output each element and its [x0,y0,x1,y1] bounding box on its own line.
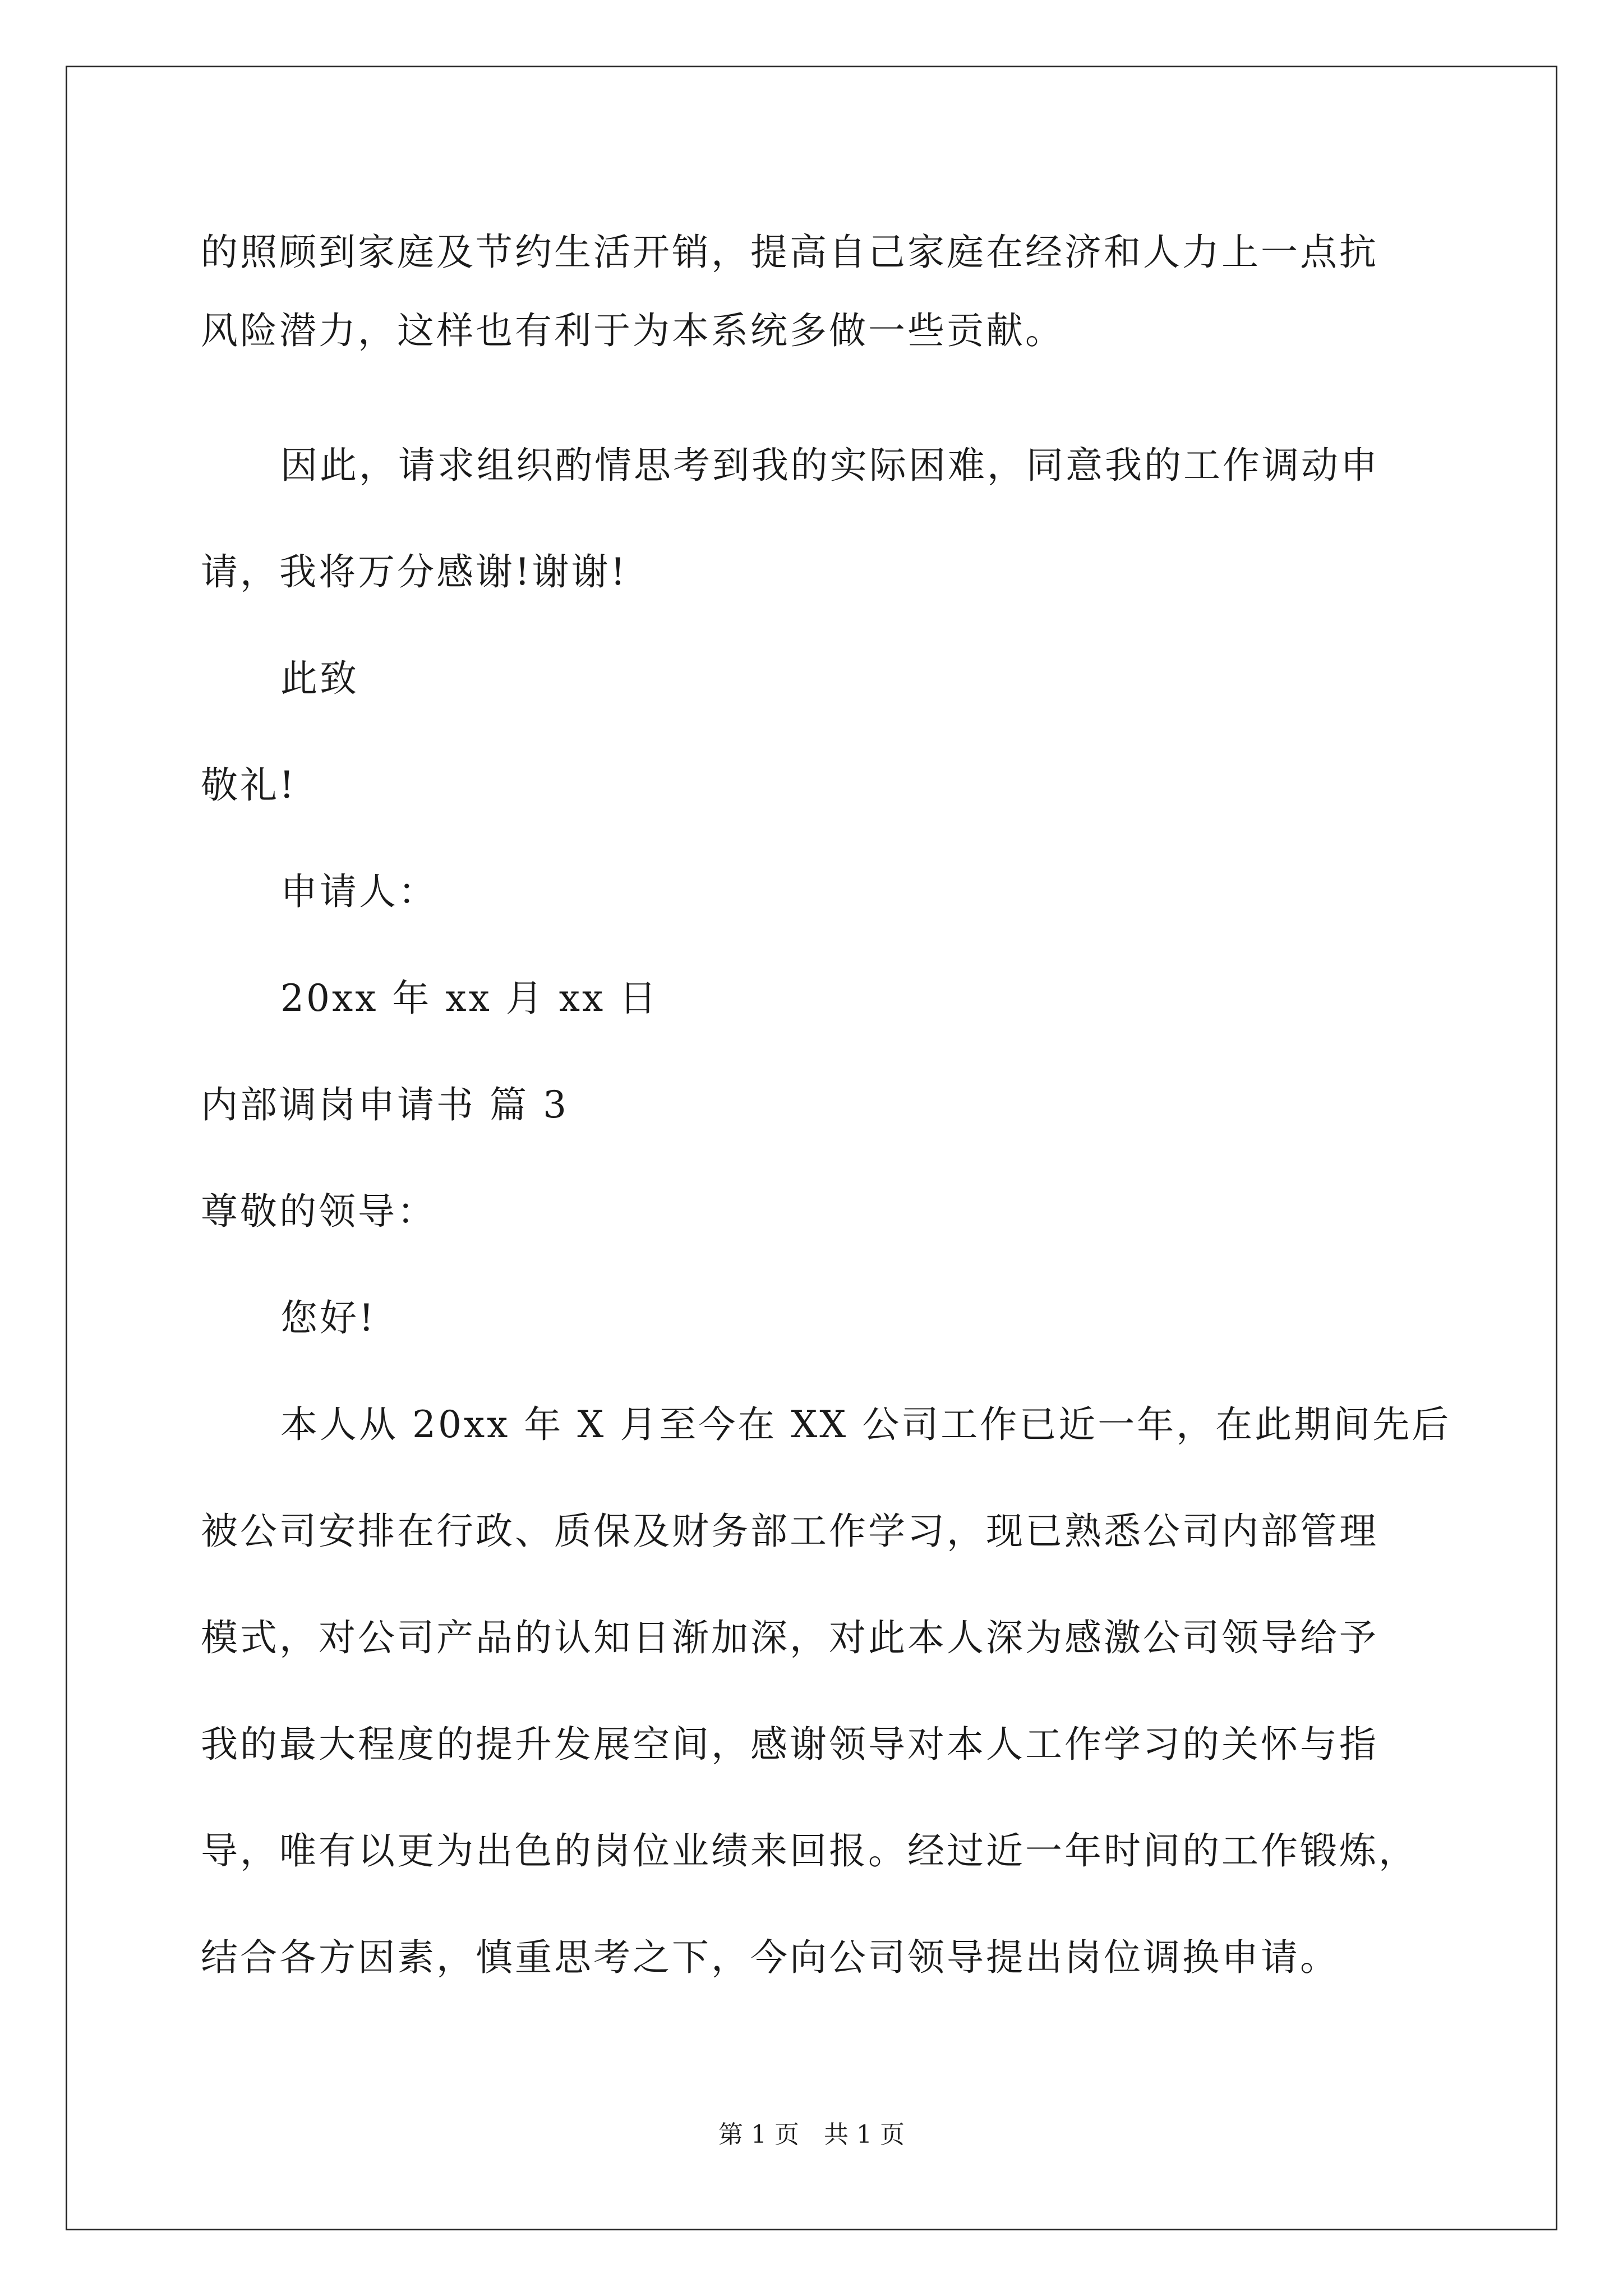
greeting: 您好! [280,1296,376,1340]
section-heading: 内部调岗申请书 篇 3 [201,1083,569,1126]
text-line: 风险潜力，这样也有利于为本系统多做一些贡献。 [201,309,1064,352]
text-line: 本人从 20xx 年 X 月至今在 XX 公司工作已近一年，在此期间先后 [280,1403,1451,1446]
text-line: 模式，对公司产品的认知日渐加深，对此本人深为感激公司领导给予 [201,1616,1378,1659]
text-line: 导，唯有以更为出色的岗位业绩来回报。经过近一年时间的工作锻炼， [201,1829,1418,1872]
text-line: 的照顾到家庭及节约生活开销，提高自己家庭在经济和人力上一点抗 [201,231,1378,274]
text-line: 此致 [280,657,359,700]
text-line: 被公司安排在行政、质保及财务部工作学习，现已熟悉公司内部管理 [201,1510,1378,1553]
date-line: 20xx 年 xx 月 xx 日 [280,977,659,1020]
text-line: 我的最大程度的提升发展空间，感谢领导对本人工作学习的关怀与指 [201,1723,1378,1766]
text-line: 结合各方因素，慎重思考之下，今向公司领导提出岗位调换申请。 [201,1936,1339,1979]
text-line: 因此，请求组织酌情思考到我的实际困难，同意我的工作调动申 [280,444,1380,487]
text-line: 请，我将万分感谢!谢谢! [201,550,628,593]
salutation: 尊敬的领导： [201,1190,436,1233]
page-footer: 第 1 页 共 1 页 [718,2120,905,2149]
page-border [66,66,1557,2230]
text-line: 申请人： [280,870,437,913]
text-line: 敬礼! [201,763,297,807]
